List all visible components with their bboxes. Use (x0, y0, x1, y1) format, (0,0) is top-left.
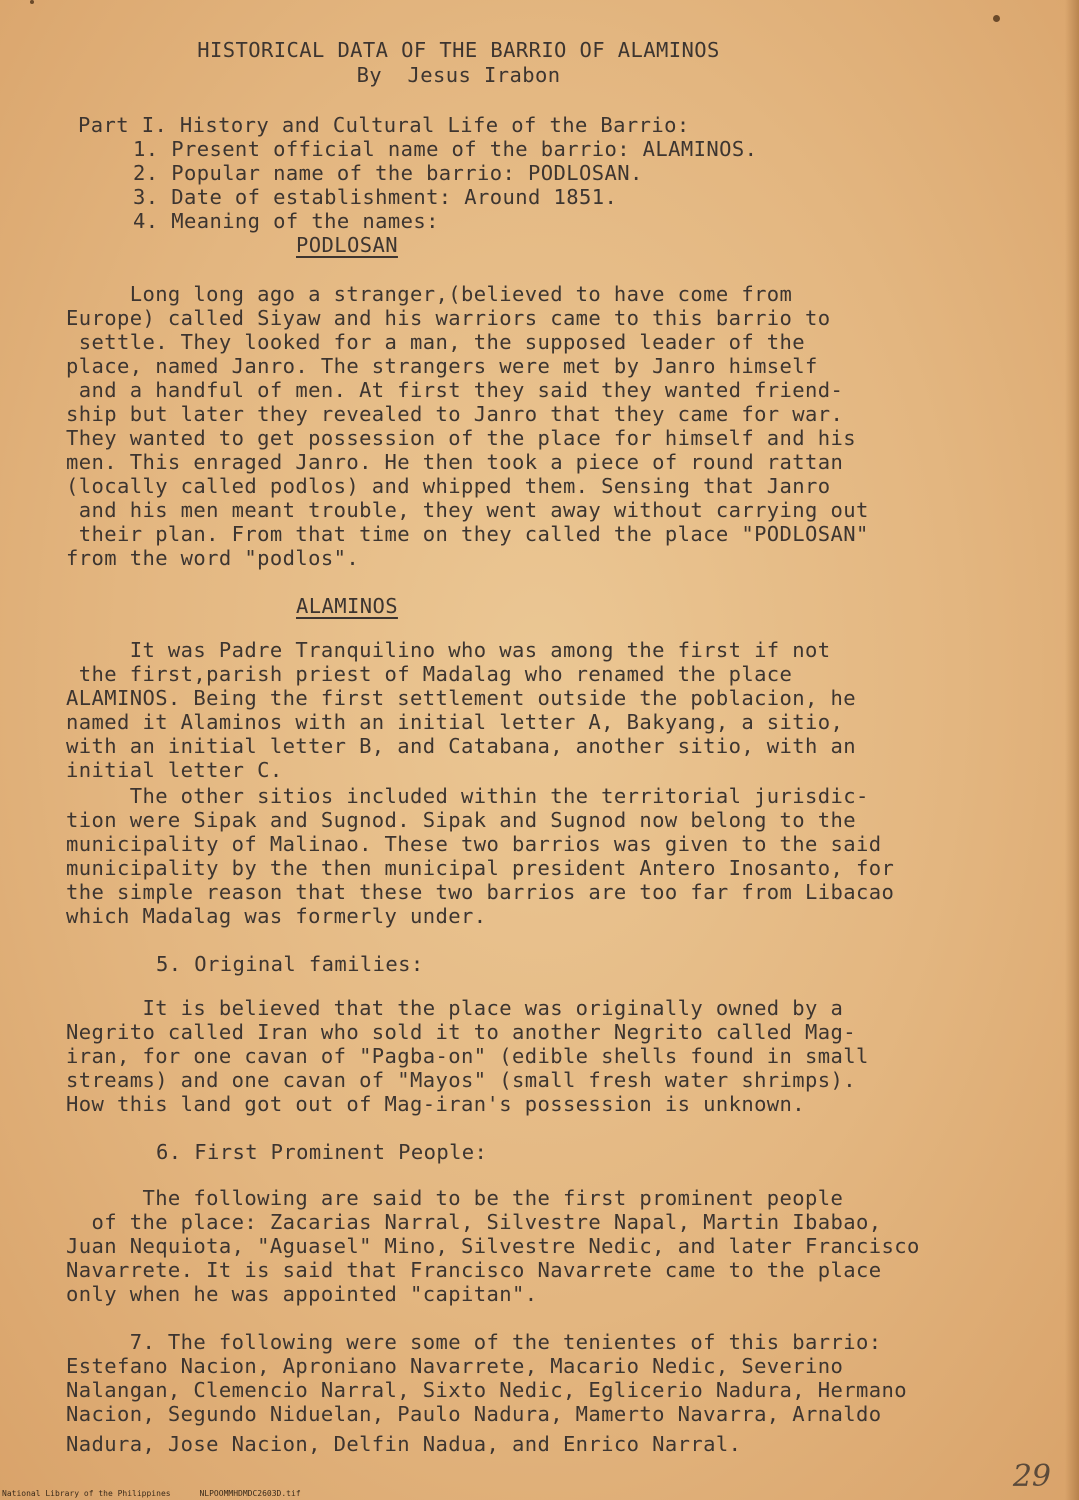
alaminos-line: municipality of Malinao. These two barrios was given to the said (66, 832, 882, 856)
tenientes-line: Estefano Nacion, Aproniano Navarrete, Macario Nedic, Severino (66, 1354, 844, 1378)
podlosan-line: place, named Janro. The strangers were met by Janro himself (66, 354, 818, 378)
tenientes-line: 7. The following were some of the tenientes of this barrio: (66, 1330, 882, 1354)
item-2: 2. Popular name of the barrio: PODLOSAN. (133, 161, 643, 185)
families-line: Negrito called Iran who sold it to another Negrito called Mag- (66, 1020, 857, 1044)
alaminos-line: named it Alaminos with an initial letter A, Bakyang, a sitio, (66, 710, 844, 734)
podlosan-line: their plan. From that time on they called the place "PODLOSAN" (66, 522, 869, 546)
page-number: 29 (1012, 1459, 1051, 1494)
item-4: 4. Meaning of the names: (133, 209, 439, 233)
item-1: 1. Present official name of the barrio: ALAMINOS. (133, 137, 758, 161)
podlosan-line: Long long ago a stranger,(believed to have come from (66, 282, 793, 306)
prominent-line: of the place: Zacarias Narral, Silvestre Napal, Martin Ibabao, (66, 1210, 882, 1234)
heading-podlosan: PODLOSAN (296, 233, 398, 257)
podlosan-line: Europe) called Siyaw and his warriors came to this barrio to (66, 306, 831, 330)
alaminos-line: the first,parish priest of Madalag who renamed the place (66, 662, 793, 686)
families-line: How this land got out of Mag-iran's possession is unknown. (66, 1092, 806, 1116)
podlosan-line: and a handful of men. At first they said they wanted friend- (66, 378, 844, 402)
tenientes-line: Nacion, Segundo Niduelan, Paulo Nadura, Mamerto Navarra, Arnaldo (66, 1402, 882, 1426)
document-byline: By Jesus Irabon (356, 63, 561, 87)
families-line: iran, for one cavan of "Pagba-on" (edible shells found in small (66, 1044, 869, 1068)
alaminos-line: ALAMINOS. Being the first settlement outside the poblacion, he (66, 686, 857, 710)
alaminos-line: municipality by the then municipal president Antero Inosanto, for (66, 856, 895, 880)
item-6-heading: 6. First Prominent People: (156, 1140, 488, 1164)
footer-filename: NLPOOMMHDMDC2603D.tif (199, 1489, 301, 1498)
item-5-heading: 5. Original families: (156, 952, 424, 976)
prominent-line: only when he was appointed "capitan". (66, 1282, 538, 1306)
podlosan-line: ship but later they revealed to Janro that they came for war. (66, 402, 844, 426)
podlosan-line: from the word "podlos". (66, 546, 360, 570)
alaminos-line: which Madalag was formerly under. (66, 904, 487, 928)
podlosan-line: (locally called podlos) and whipped them. Sensing that Janro (66, 474, 831, 498)
alaminos-line: tion were Sipak and Sugnod. Sipak and Sugnod now belong to the (66, 808, 857, 832)
alaminos-line: the simple reason that these two barrios are too far from Libacao (66, 880, 895, 904)
prominent-line: Navarrete. It is said that Francisco Navarrete came to the place (66, 1258, 882, 1282)
alaminos-line: The other sitios included within the territorial jurisdic- (66, 784, 869, 808)
alaminos-line: It was Padre Tranquilino who was among the first if not (66, 638, 831, 662)
tenientes-line: Nalangan, Clemencio Narral, Sixto Nedic, Eglicerio Nadura, Hermano (66, 1378, 907, 1402)
footer-library: National Library of the Philippines (2, 1489, 171, 1498)
tenientes-line: Nadura, Jose Nacion, Delfin Nadua, and Enrico Narral. (66, 1432, 742, 1456)
footer-caption (2, 1489, 301, 1498)
podlosan-line: They wanted to get possession of the place for himself and his (66, 426, 857, 450)
ink-speck (30, 0, 34, 4)
ink-speck (993, 15, 1000, 22)
podlosan-line: men. This enraged Janro. He then took a piece of round rattan (66, 450, 844, 474)
alaminos-line: initial letter C. (66, 758, 283, 782)
prominent-line: Juan Nequiota, "Aguasel" Mino, Silvestre Nedic, and later Francisco (66, 1234, 920, 1258)
prominent-line: The following are said to be the first prominent people (66, 1186, 844, 1210)
part-heading: Part I. History and Cultural Life of the Barrio: (78, 113, 690, 137)
alaminos-line: with an initial letter B, and Catabana, another sitio, with an (66, 734, 857, 758)
podlosan-line: and his men meant trouble, they went away without carrying out (66, 498, 869, 522)
document-title: HISTORICAL DATA OF THE BARRIO OF ALAMINOS (197, 38, 720, 62)
podlosan-line: settle. They looked for a man, the supposed leader of the (66, 330, 806, 354)
heading-alaminos: ALAMINOS (296, 594, 398, 618)
families-line: It is believed that the place was originally owned by a (66, 996, 844, 1020)
item-3: 3. Date of establishment: Around 1851. (133, 185, 618, 209)
families-line: streams) and one cavan of "Mayos" (small fresh water shrimps). (66, 1068, 857, 1092)
